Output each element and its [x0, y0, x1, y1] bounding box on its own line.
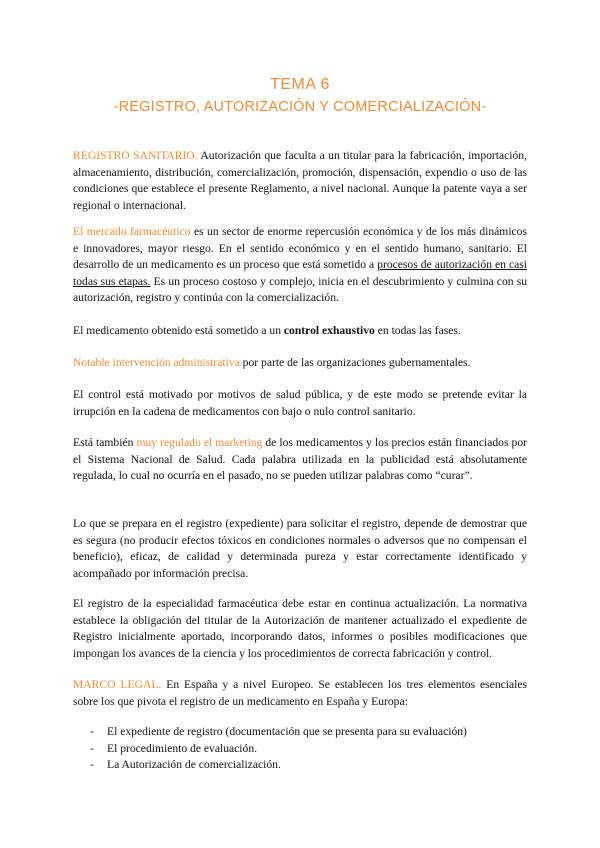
paragraph-text: Autorización que faculta a un titular para la fabricación, importación, almacenamiento, distribución, comercialización, promoción, dispensación, expendio o uso de las condiciones que establece el presente Reglamento, a nivel nacional. Aunque la patente vaya a ser regional o internacional.	[73, 149, 528, 212]
list-item: - La Autorización de comercialización.	[73, 757, 527, 774]
paragraph-control-salud-publica	[73, 387, 527, 420]
paragraph-text: de los medicamentos y los precios están financiados por el Sistema Nacional de Salud. Cada palabra utilizada en la publicidad está absolutamente regulada, lo cual no ocurría en el pasado, no se pueden utilizar palabras como “curar”.	[73, 436, 527, 483]
paragraph-text: El control está motivado por motivos de salud pública, y de este modo se pretende evitar la irrupción en la cadena de medicamentos con bajo o nulo control sanitario.	[73, 388, 527, 418]
paragraph-mercado-farmaceutico	[73, 224, 527, 307]
paragraph-text: El medicamento obtenido está sometido a un	[73, 324, 284, 337]
highlight-registro-sanitario: REGISTRO SANITARIO.	[73, 149, 198, 162]
underlined-text: procesos de autorización en casi todas sus etapas.	[73, 258, 527, 288]
paragraph-marketing	[73, 435, 527, 485]
paragraph-registro-expediente	[73, 516, 527, 582]
paragraph-registro-sanitario	[73, 148, 527, 214]
list-item: - El procedimiento de evaluación.	[73, 741, 527, 758]
paragraph-marco-legal	[73, 677, 527, 710]
list-item: - El expediente de registro (documentación que se presenta para su evaluación)	[73, 724, 527, 741]
page-subtitle: -REGISTRO, AUTORIZACIÓN Y COMERCIALIZACIÓN-	[113, 99, 487, 115]
paragraph-text: Está también	[73, 436, 137, 449]
paragraph-text: Lo que se prepara en el registro (expediente) para solicitar el registro, depende de demostrar que es segura (no producir efectos tóxicos en condiciones normales o adversos que no compensan el beneficio), eficaz, de calidad y determinada pureza y estar correctamente identificado y acompañado por información precisa.	[73, 517, 527, 580]
paragraph-text: es un sector de enorme repercusión económica y de los más dinámicos e innovadores, mayor riesgo. En el sentido económico y en el sentido humano, sanitario. El desarrollo de un medicamento es un proceso que está sometido a	[73, 225, 527, 272]
paragraph-text: en todas las fases.	[374, 324, 461, 337]
paragraph-actualizacion	[73, 596, 527, 662]
highlight-mercado-farmaceutico: El mercado farmacéutico	[73, 225, 191, 238]
paragraph-text: El registro de la especialidad farmacéutica debe estar en continua actualización. La normativa establece la obligación del titular de la Autorización de mantener actualizado el expediente de Registro inicialmente aportado, incorporando datos, informes o posibles modificaciones que impongan los avances de la ciencia y los procedimientos de correcta fabricación y control.	[73, 597, 527, 660]
paragraph-text: por parte de las organizaciones gubernamentales.	[239, 356, 471, 369]
paragraph-text: En España y a nivel Europeo. Se establecen los tres elementos esenciales sobre los que pivota el registro de un medicamento en España y Europa:	[73, 678, 528, 708]
paragraph-intervencion-administrativa	[73, 355, 527, 372]
highlight-marketing: muy regulado el marketing	[136, 436, 263, 449]
paragraph-control-exhaustivo	[73, 323, 527, 340]
bold-text: control exhaustivo	[283, 324, 375, 337]
elements-list	[73, 724, 527, 774]
page-title: TEMA 6	[270, 76, 330, 93]
highlight-intervencion-administrativa: Notable intervención administrativa	[73, 356, 240, 369]
highlight-marco-legal: MARCO LEGAL.	[73, 678, 162, 691]
paragraph-text: Es un proceso costoso y complejo, inicia en el descubrimiento y culmina con su autorización, registro y continúa con la comercialización.	[73, 274, 527, 305]
